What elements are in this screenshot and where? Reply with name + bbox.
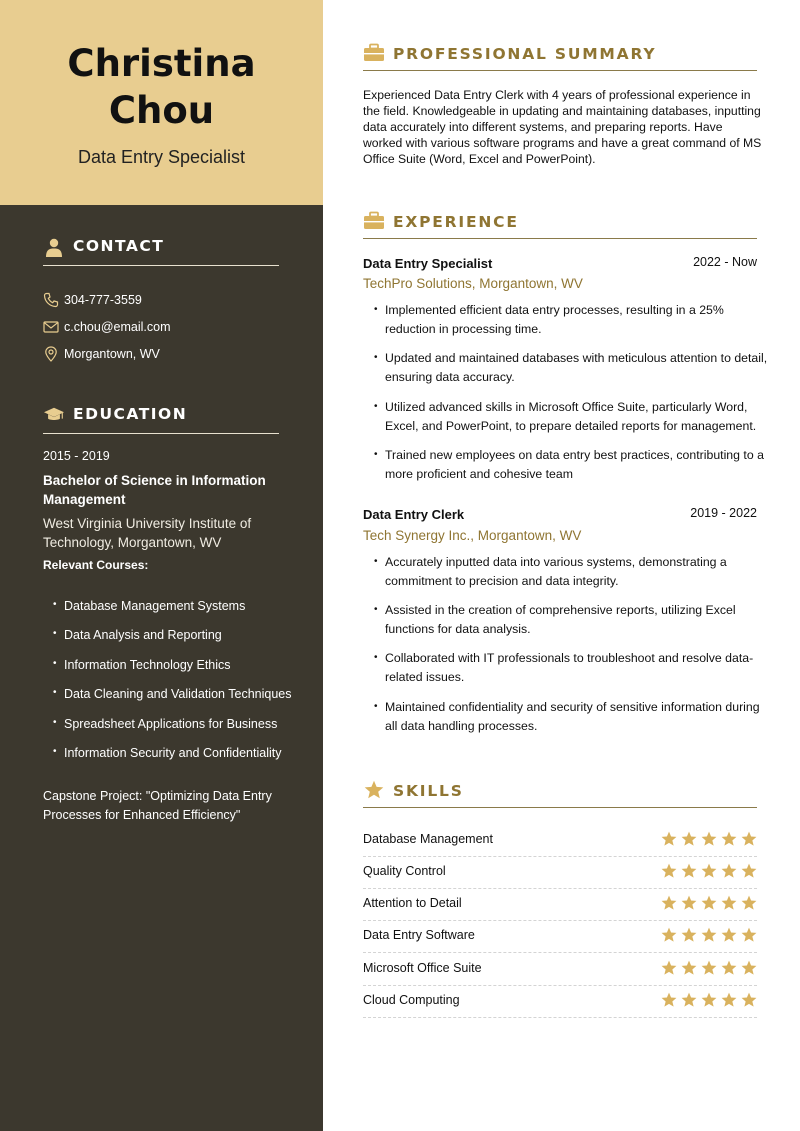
skill-name: Cloud Computing (363, 993, 460, 1007)
rating-star-icon (661, 960, 677, 976)
rating-star-icon (681, 960, 697, 976)
capstone-project: Capstone Project: "Optimizing Data Entry Processes for Enhanced Efficiency" (43, 789, 272, 822)
job-bullet: • Accurately inputted data into various systems, demonstrating a commitment to precision and data integrity. (374, 553, 770, 590)
job-bullet: • Trained new employees on data entry best practices, contributing to a more proficient and cohesive team (374, 446, 770, 483)
job-bullet: • Collaborated with IT professionals to troubleshoot and resolve data-related issues. (374, 649, 770, 686)
job-bullet: • Maintained confidentiality and security of sensitive information during all data handling processes. (374, 698, 770, 735)
education-school: West Virginia University Institute of Technology, Morgantown, WV (43, 516, 252, 550)
courses-label: Relevant Courses: (43, 558, 149, 572)
name-header (0, 0, 323, 205)
job-bullet: • Utilized advanced skills in Microsoft Office Suite, particularly Word, Excel, and PowerPoint, to prepare detailed reports for management. (374, 398, 770, 435)
skill-rating (657, 992, 757, 1010)
rating-star-icon (661, 895, 677, 911)
skill-rating (657, 831, 757, 849)
experience-heading: EXPERIENCE (363, 211, 757, 239)
rating-star-icon (741, 927, 757, 943)
rating-star-icon (661, 831, 677, 847)
skill-rating (657, 927, 757, 945)
job-bullet: • Implemented efficient data entry processes, resulting in a 25% reduction in processing time. (374, 301, 770, 338)
summary-text: Experienced Data Entry Clerk with 4 years of professional experience in the field. Knowledgeable in updating and maintaining databases, inputting data accurately into different systems, and preparing reports. Have worked with various software programs and have a great command of MS Office Suite (Word, Excel and PowerPoint). (363, 88, 762, 166)
rating-star-icon (721, 831, 737, 847)
skill-rating (657, 895, 757, 913)
rating-star-icon (721, 895, 737, 911)
skill-row (363, 986, 757, 1018)
rating-star-icon (701, 927, 717, 943)
mail-icon (43, 319, 59, 335)
skill-row (363, 825, 757, 857)
job-company: TechPro Solutions, Morgantown, WV (363, 276, 583, 291)
rating-star-icon (741, 895, 757, 911)
skill-name: Data Entry Software (363, 928, 475, 942)
sidebar: Christina Chou Data Entry Specialist CONTACT 304-777-3559 c.chou@email.com Morgantown, WV EDUCATION 2015 - 2019 Bachelor of Science in Information Management West Virginia University Institute of Technology, Morgantown, WV Relevant Courses: Database Management Systems Data Analysis and Reporting Information Technology Ethics Data Cleaning and Validation Techniques Spreadsheet Applications for Business Information Security and Confidentiality Capstone Project: "Optimizing Data Entry Processes for Enhanced Efficiency" (0, 0, 323, 1131)
rating-star-icon (721, 960, 737, 976)
graduation-cap-icon (44, 405, 64, 425)
first-name: Christina (67, 42, 256, 85)
skill-name: Database Management (363, 832, 493, 846)
rating-star-icon (681, 992, 697, 1008)
rating-star-icon (741, 863, 757, 879)
rating-star-icon (741, 831, 757, 847)
skill-rating (657, 863, 757, 881)
rating-star-icon (701, 992, 717, 1008)
rating-star-icon (741, 960, 757, 976)
skill-name: Microsoft Office Suite (363, 961, 482, 975)
phone-icon (43, 292, 59, 308)
rating-star-icon (721, 863, 737, 879)
rating-star-icon (661, 863, 677, 879)
rating-star-icon (701, 960, 717, 976)
star-icon (363, 780, 385, 800)
skill-row (363, 954, 757, 986)
education-years: 2015 - 2019 (43, 449, 110, 463)
rating-star-icon (701, 895, 717, 911)
education-heading: EDUCATION (43, 404, 279, 434)
job-dates: 2022 - Now (693, 255, 757, 269)
job-bullet: • Assisted in the creation of comprehensive reports, utilizing Excel functions for data analysis. (374, 601, 770, 638)
contact-heading: CONTACT (43, 236, 279, 266)
job-title: Data Entry Clerk (363, 507, 465, 522)
rating-star-icon (701, 863, 717, 879)
rating-star-icon (721, 927, 737, 943)
full-name (0, 40, 323, 134)
rating-star-icon (661, 992, 677, 1008)
rating-star-icon (721, 992, 737, 1008)
job-bullet: • Updated and maintained databases with meticulous attention to detail, ensuring data accuracy. (374, 349, 770, 386)
skill-name: Attention to Detail (363, 896, 462, 910)
rating-star-icon (701, 831, 717, 847)
job-dates: 2019 - 2022 (690, 506, 757, 520)
rating-star-icon (681, 863, 697, 879)
person-icon (44, 237, 64, 257)
skill-rating (657, 960, 757, 978)
briefcase-icon (363, 43, 385, 63)
rating-star-icon (661, 927, 677, 943)
skills-heading: SKILLS (363, 780, 757, 808)
education-degree: Bachelor of Science in Information Management (43, 473, 266, 507)
last-name: Chou (108, 89, 215, 132)
rating-star-icon (681, 831, 697, 847)
rating-star-icon (681, 927, 697, 943)
skill-name: Quality Control (363, 864, 446, 878)
job-title: Data Entry Specialist (363, 256, 493, 271)
rating-star-icon (741, 992, 757, 1008)
briefcase-icon (363, 211, 385, 231)
summary-heading: PROFESSIONAL SUMMARY (363, 43, 757, 71)
skill-row (363, 857, 757, 889)
location-pin-icon (43, 346, 59, 362)
skill-row (363, 889, 757, 921)
skill-row (363, 921, 757, 953)
rating-star-icon (681, 895, 697, 911)
job-company: Tech Synergy Inc., Morgantown, WV (363, 528, 582, 543)
job-role: Data Entry Specialist (77, 147, 246, 167)
